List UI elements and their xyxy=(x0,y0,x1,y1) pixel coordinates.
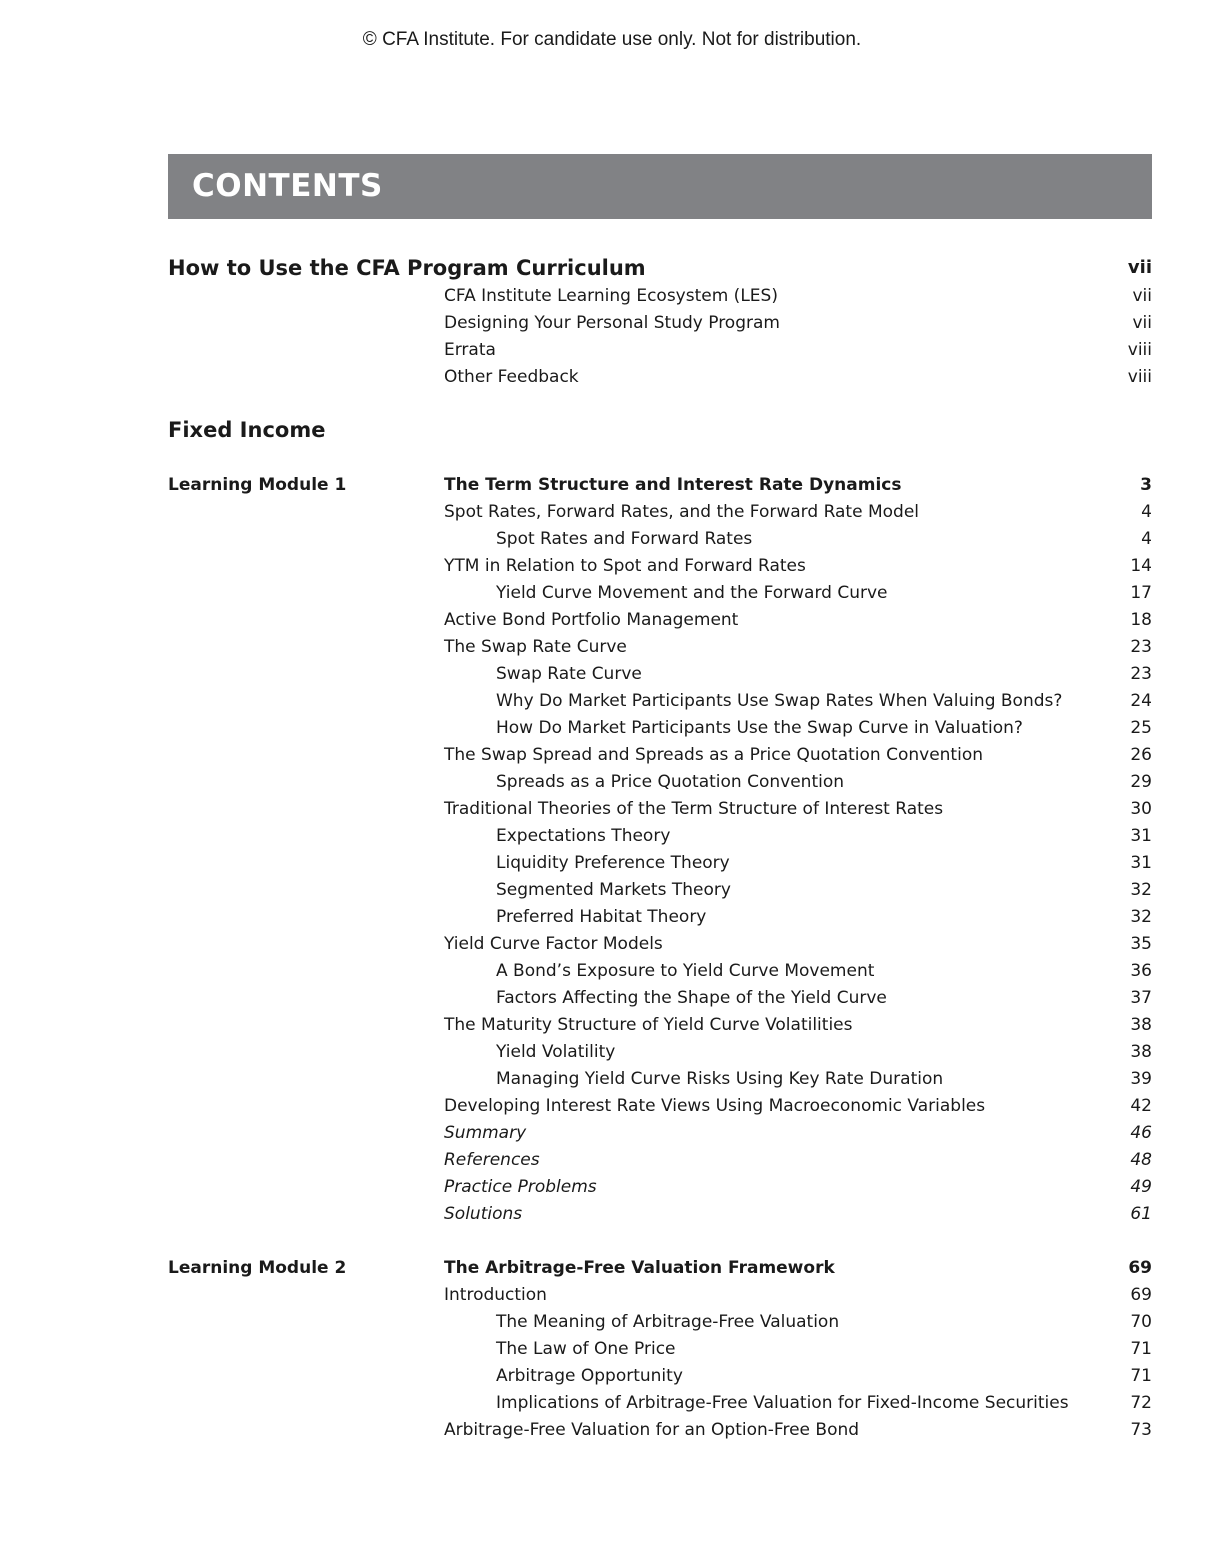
toc-entry-page: vii xyxy=(1132,313,1152,333)
toc-entry-label: A Bond’s Exposure to Yield Curve Movement xyxy=(496,961,875,981)
toc-entry-label: Preferred Habitat Theory xyxy=(496,907,707,927)
toc-entry-page: 46 xyxy=(1130,1123,1152,1143)
toc-entry-label: The Meaning of Arbitrage-Free Valuation xyxy=(496,1312,840,1332)
toc-entry-label: References xyxy=(444,1150,540,1170)
toc-entry-label: CFA Institute Learning Ecosystem (LES) xyxy=(444,286,778,306)
toc-entry-page: 4 xyxy=(1141,502,1152,522)
toc-entry-page: 23 xyxy=(1130,664,1152,684)
toc-entry-label: Yield Curve Movement and the Forward Curve xyxy=(496,583,888,603)
toc-entry-label: Swap Rate Curve xyxy=(496,664,642,684)
module-label: Learning Module 1 xyxy=(168,475,347,495)
toc-subentry[interactable] xyxy=(168,580,1152,607)
toc-entry-page: 37 xyxy=(1130,988,1152,1008)
toc-subentry[interactable] xyxy=(168,904,1152,931)
section-heading-fixed-income xyxy=(168,415,1152,445)
toc-entry-label: Managing Yield Curve Risks Using Key Rate Duration xyxy=(496,1069,944,1089)
toc-entry-page: 70 xyxy=(1130,1312,1152,1332)
toc-entry-page: 71 xyxy=(1130,1339,1152,1359)
toc-entry-page: 61 xyxy=(1130,1204,1152,1224)
toc-entry[interactable] xyxy=(168,634,1152,661)
toc-entry-references[interactable] xyxy=(168,1147,1152,1174)
toc-entry-page: 49 xyxy=(1130,1177,1152,1197)
toc-subentry[interactable] xyxy=(168,526,1152,553)
toc-entry-page: 4 xyxy=(1141,529,1152,549)
module-2-header[interactable] xyxy=(168,1255,1152,1282)
toc-subentry[interactable] xyxy=(168,1309,1152,1336)
toc-entry-label: The Law of One Price xyxy=(496,1339,676,1359)
toc-entry-page: 36 xyxy=(1130,961,1152,981)
toc-subentry[interactable] xyxy=(168,769,1152,796)
toc-entry-page: vii xyxy=(1127,257,1152,278)
toc-entry-page: 31 xyxy=(1130,826,1152,846)
toc-entry-page: 42 xyxy=(1130,1096,1152,1116)
toc-subentry[interactable] xyxy=(168,1390,1152,1417)
contents-title: CONTENTS xyxy=(192,168,383,204)
toc-entry-page: 18 xyxy=(1130,610,1152,630)
toc-entry-how-to-use[interactable] xyxy=(168,253,1152,283)
toc-entry-page: 35 xyxy=(1130,934,1152,954)
toc-entry-label: Traditional Theories of the Term Structure of Interest Rates xyxy=(444,799,944,819)
toc-entry-label: Solutions xyxy=(444,1204,523,1224)
toc-entry[interactable] xyxy=(168,1093,1152,1120)
toc-entry-page: 17 xyxy=(1130,583,1152,603)
toc-entry-page: 71 xyxy=(1130,1366,1152,1386)
toc-entry-page: 73 xyxy=(1130,1420,1152,1440)
toc-entry[interactable] xyxy=(168,1282,1152,1309)
toc-subentry[interactable] xyxy=(168,1336,1152,1363)
module-label: Learning Module 2 xyxy=(168,1258,347,1278)
copyright-notice: © CFA Institute. For candidate use only. Not for distribution. xyxy=(362,29,862,50)
toc-entry-label: Active Bond Portfolio Management xyxy=(444,610,739,630)
toc-entry-label: Segmented Markets Theory xyxy=(496,880,731,900)
toc-entry-page: 29 xyxy=(1130,772,1152,792)
toc-entry-label: Arbitrage-Free Valuation for an Option-Free Bond xyxy=(444,1420,860,1440)
toc-entry-page: 48 xyxy=(1130,1150,1152,1170)
toc-entry-practice-problems[interactable] xyxy=(168,1174,1152,1201)
toc-entry-label: Practice Problems xyxy=(444,1177,597,1197)
toc-entry-solutions[interactable] xyxy=(168,1201,1152,1228)
toc-entry-label: Arbitrage Opportunity xyxy=(496,1366,683,1386)
toc-entry-label: Implications of Arbitrage-Free Valuation for Fixed-Income Securities xyxy=(496,1393,1069,1413)
toc-subentry[interactable] xyxy=(168,850,1152,877)
toc-entry-label: Spreads as a Price Quotation Convention xyxy=(496,772,845,792)
toc-subentry[interactable] xyxy=(168,1066,1152,1093)
toc-entry-label: Summary xyxy=(444,1123,527,1143)
toc-entry-page: 72 xyxy=(1130,1393,1152,1413)
toc-entry[interactable] xyxy=(168,499,1152,526)
toc-entry-label: YTM in Relation to Spot and Forward Rates xyxy=(444,556,806,576)
toc-entry[interactable] xyxy=(168,931,1152,958)
module-title: The Term Structure and Interest Rate Dynamics xyxy=(444,475,902,495)
toc-entry-page: 38 xyxy=(1130,1015,1152,1035)
toc-entry-label: Yield Curve Factor Models xyxy=(444,934,663,954)
toc-entry-page: 69 xyxy=(1130,1285,1152,1305)
toc-entry[interactable] xyxy=(168,364,1152,391)
toc-entry-page: 31 xyxy=(1130,853,1152,873)
toc-entry-page: 25 xyxy=(1130,718,1152,738)
toc-entry-label: Factors Affecting the Shape of the Yield Curve xyxy=(496,988,887,1008)
toc-entry-label: Yield Volatility xyxy=(496,1042,616,1062)
toc-entry-label: The Swap Spread and Spreads as a Price Quotation Convention xyxy=(444,745,983,765)
module-page: 3 xyxy=(1140,475,1152,495)
toc-entry-label: Errata xyxy=(444,340,496,360)
toc-entry-label: Other Feedback xyxy=(444,367,579,387)
module-1-header[interactable] xyxy=(168,472,1152,499)
toc-entry-page: viii xyxy=(1127,340,1152,360)
toc-entry[interactable] xyxy=(168,1417,1152,1444)
toc-entry-summary[interactable] xyxy=(168,1120,1152,1147)
module-title: The Arbitrage-Free Valuation Framework xyxy=(444,1258,835,1278)
toc-entry-page: 32 xyxy=(1130,880,1152,900)
toc-entry-page: vii xyxy=(1132,286,1152,306)
toc-entry-page: viii xyxy=(1127,367,1152,387)
toc-entry[interactable] xyxy=(168,283,1152,310)
toc-entry-label: Spot Rates, Forward Rates, and the Forward Rate Model xyxy=(444,502,919,522)
toc-entry-label: Developing Interest Rate Views Using Macroeconomic Variables xyxy=(444,1096,986,1116)
section-title: Fixed Income xyxy=(168,418,326,442)
toc-entry-label: Spot Rates and Forward Rates xyxy=(496,529,753,549)
toc-entry-page: 32 xyxy=(1130,907,1152,927)
toc-subentry[interactable] xyxy=(168,1039,1152,1066)
toc-entry-label: Why Do Market Participants Use Swap Rates When Valuing Bonds? xyxy=(496,691,1063,711)
toc-entry-label: The Swap Rate Curve xyxy=(444,637,627,657)
toc-entry[interactable] xyxy=(168,337,1152,364)
toc-entry-page: 23 xyxy=(1130,637,1152,657)
toc-entry-label: Introduction xyxy=(444,1285,547,1305)
toc-subentry[interactable] xyxy=(168,958,1152,985)
toc-subentry[interactable] xyxy=(168,661,1152,688)
toc-entry-page: 24 xyxy=(1130,691,1152,711)
toc-entry-label: Expectations Theory xyxy=(496,826,671,846)
toc-entry-title: How to Use the CFA Program Curriculum xyxy=(168,256,646,280)
toc-subentry[interactable] xyxy=(168,688,1152,715)
toc-subentry[interactable] xyxy=(168,877,1152,904)
toc-entry-page: 30 xyxy=(1130,799,1152,819)
toc-subentry[interactable] xyxy=(168,985,1152,1012)
toc-entry[interactable] xyxy=(168,607,1152,634)
toc-subentry[interactable] xyxy=(168,715,1152,742)
toc-entry-label: Liquidity Preference Theory xyxy=(496,853,730,873)
toc-entry-label: Designing Your Personal Study Program xyxy=(444,313,780,333)
toc-entry-label: How Do Market Participants Use the Swap Curve in Valuation? xyxy=(496,718,1023,738)
toc-entry-page: 39 xyxy=(1130,1069,1152,1089)
toc-entry-page: 38 xyxy=(1130,1042,1152,1062)
toc-subentry[interactable] xyxy=(168,823,1152,850)
toc-entry[interactable] xyxy=(168,1012,1152,1039)
toc-entry-label: The Maturity Structure of Yield Curve Volatilities xyxy=(444,1015,853,1035)
toc-entry[interactable] xyxy=(168,742,1152,769)
toc-entry[interactable] xyxy=(168,553,1152,580)
toc-subentry[interactable] xyxy=(168,1363,1152,1390)
toc-entry-page: 26 xyxy=(1130,745,1152,765)
toc-entry[interactable] xyxy=(168,796,1152,823)
module-page: 69 xyxy=(1128,1258,1152,1278)
toc-entry-page: 14 xyxy=(1130,556,1152,576)
toc-entry[interactable] xyxy=(168,310,1152,337)
